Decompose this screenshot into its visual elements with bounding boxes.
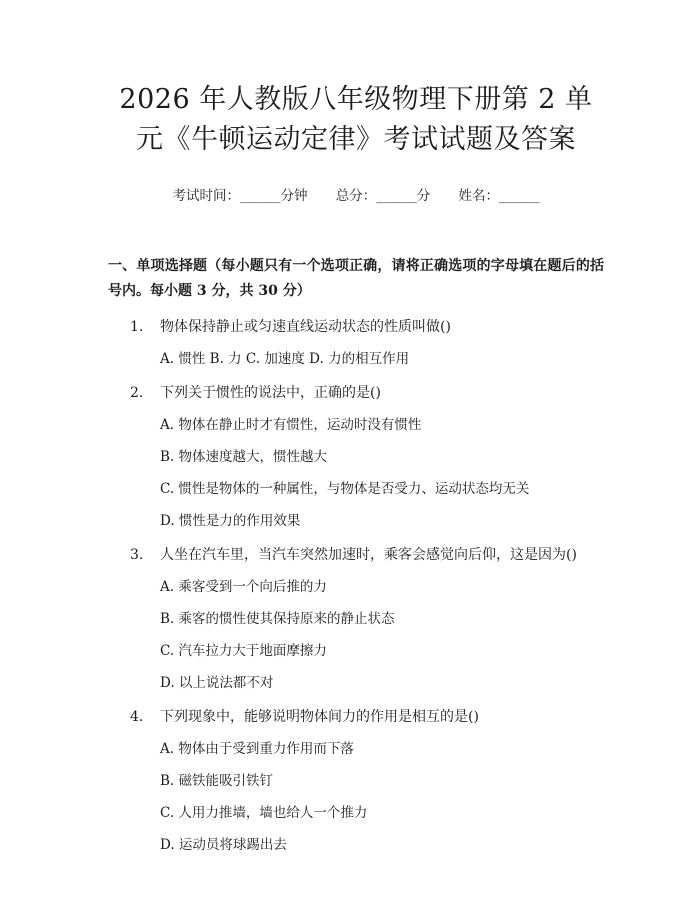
question-text: 人坐在汽车里，当汽车突然加速时，乘客会感觉向后仰，这是因为(): [160, 547, 577, 563]
option-a: A. 物体由于受到重力作用而下落: [160, 741, 354, 757]
exam-student-name: 姓名：______: [458, 188, 540, 204]
option-c: C. 惯性是物体的一种属性，与物体是否受力、运动状态均无关: [160, 481, 530, 497]
question-1: [108, 316, 604, 370]
option-b: B. 物体速度越大，惯性越大: [160, 449, 328, 465]
question-stem: [108, 382, 604, 404]
question-stem: [108, 544, 604, 566]
question-2: [108, 382, 604, 532]
question-number: 4.: [130, 709, 144, 725]
option-d: D. 运动员将球踢出去: [160, 837, 287, 853]
option-a: A. 乘客受到一个向后推的力: [160, 579, 327, 595]
question-text: 物体保持静止或匀速直线运动状态的性质叫做(): [160, 319, 451, 335]
question-stem: [108, 706, 604, 728]
document-title: 2026 年人教版八年级物理下册第 2 单元《牛顿运动定律》考试试题及答案: [119, 84, 593, 155]
exam-meta: [108, 184, 604, 204]
option-b: B. 磁铁能吸引铁钉: [160, 773, 274, 789]
question-number: 3.: [130, 547, 144, 563]
question-options-inline: A. 惯性 B. 力 C. 加速度 D. 力的相互作用: [160, 351, 410, 367]
question-stem: [108, 316, 604, 338]
question-3: [108, 544, 604, 694]
question-number: 1.: [130, 319, 144, 335]
question-text: 下列关于惯性的说法中，正确的是(): [160, 385, 381, 401]
option-d: D. 惯性是力的作用效果: [160, 513, 301, 529]
exam-total-score: 总分：______分: [335, 188, 431, 204]
section-heading: 一、单项选择题（每小题只有一个选项正确，请将正确选项的字母填在题后的括号内。每小题 3 分，共 30 分）: [108, 258, 604, 299]
question-4: [108, 706, 604, 856]
option-a: A. 物体在静止时才有惯性，运动时没有惯性: [160, 417, 422, 433]
exam-time: 考试时间：______分钟: [172, 188, 308, 204]
question-number: 2.: [130, 385, 144, 401]
option-c: C. 汽车拉力大于地面摩擦力: [160, 643, 327, 659]
question-text: 下列现象中，能够说明物体间力的作用是相互的是(): [160, 709, 479, 725]
option-b: B. 乘客的惯性使其保持原来的静止状态: [160, 611, 395, 627]
option-d: D. 以上说法都不对: [160, 675, 274, 691]
option-c: C. 人用力推墙，墙也给人一个推力: [160, 805, 368, 821]
